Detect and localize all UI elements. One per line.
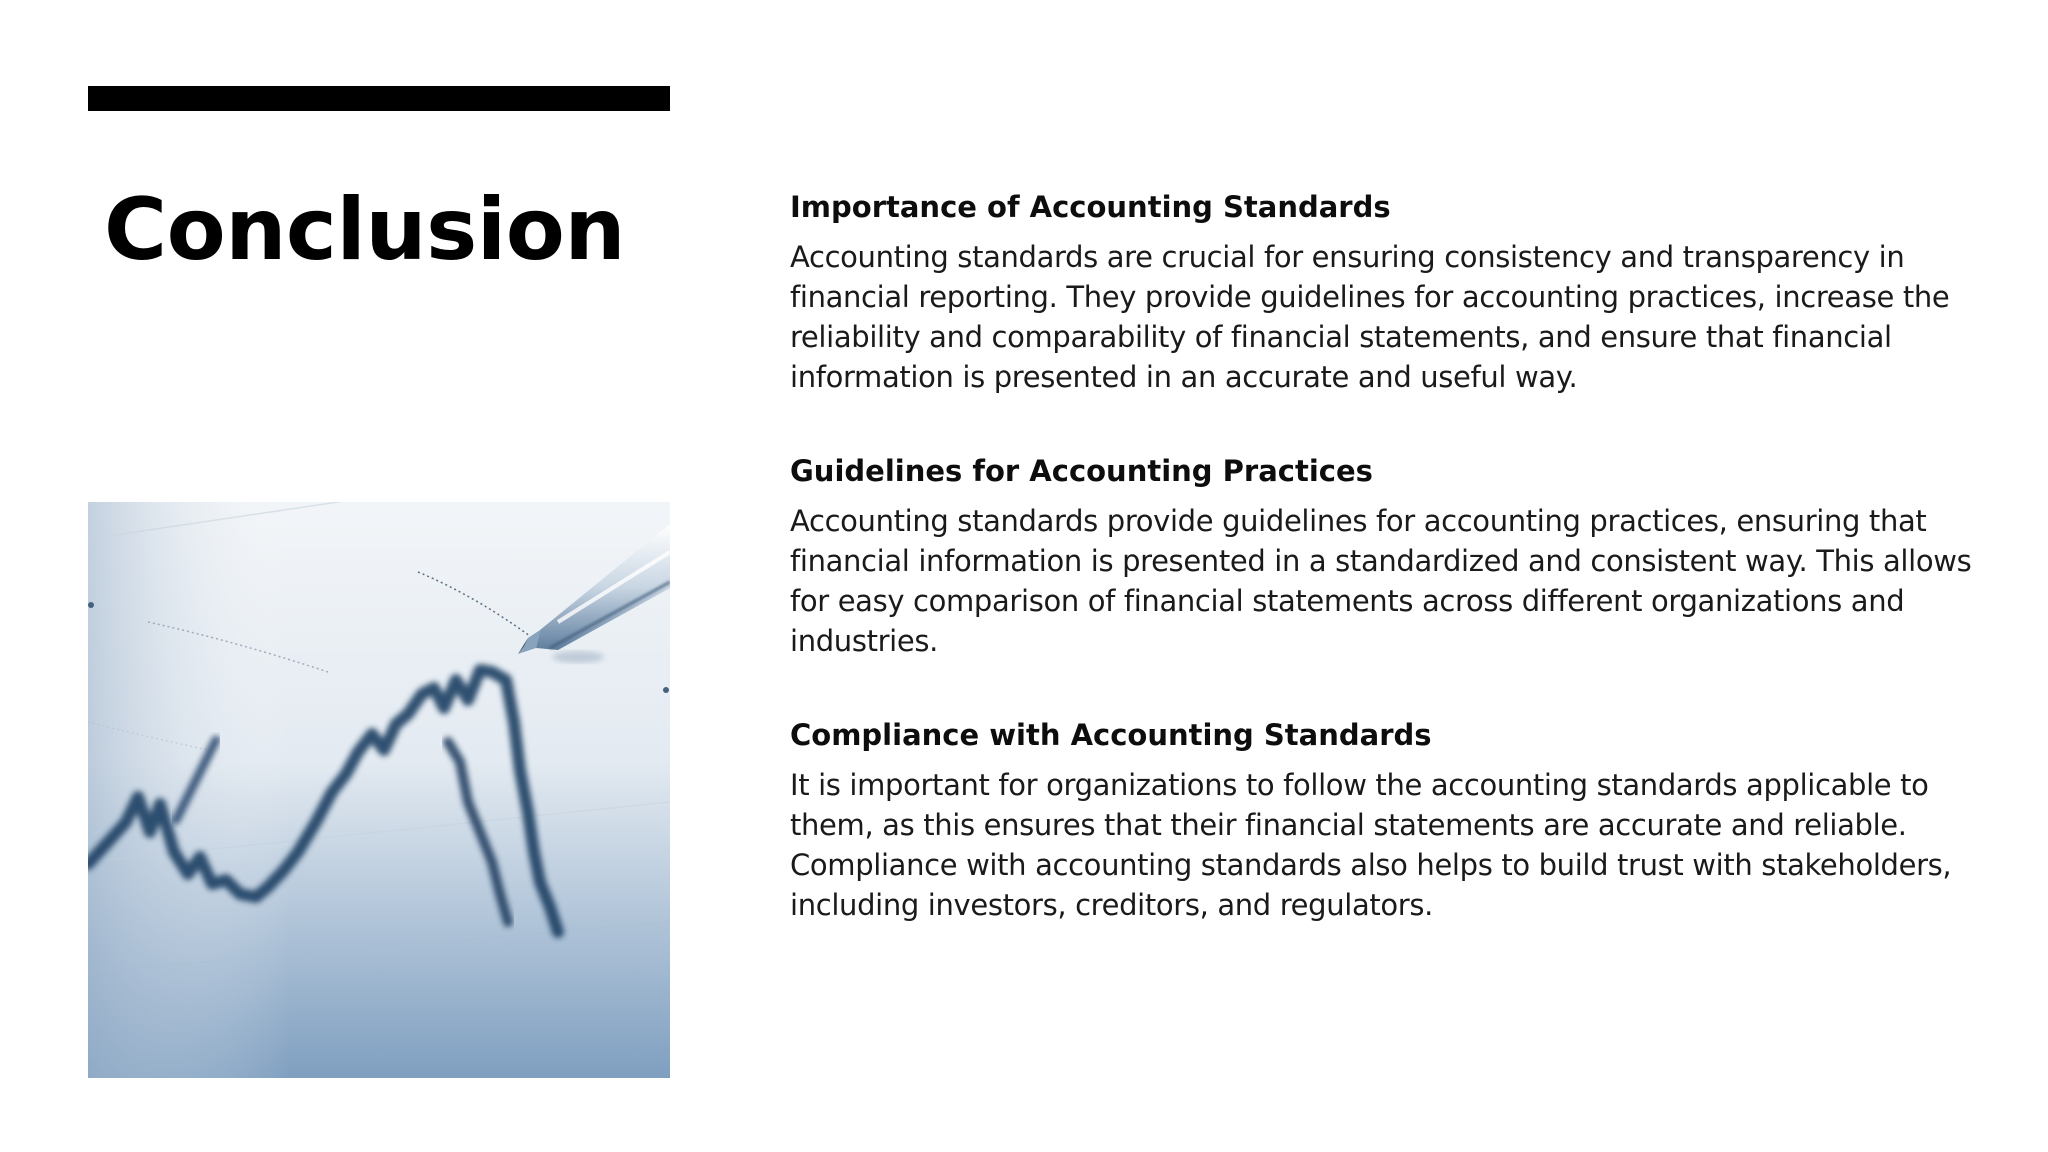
stock-chart-pen-photo bbox=[88, 502, 670, 1078]
section-heading: Guidelines for Accounting Practices bbox=[790, 454, 1373, 488]
section-heading: Importance of Accounting Standards bbox=[790, 190, 1391, 224]
slide-title: Conclusion bbox=[104, 180, 626, 280]
section-compliance bbox=[790, 714, 1990, 925]
section-guidelines bbox=[790, 450, 1990, 661]
section-body: Accounting standards provide guidelines for accounting practices, ensuring that financial information is presented in a standardized and consistent way. This allows for easy comparison of financial statements across different organizations and industries. bbox=[790, 504, 1972, 658]
accent-bar bbox=[88, 86, 670, 111]
conclusion-content bbox=[790, 186, 1990, 978]
section-body: Accounting standards are crucial for ensuring consistency and transparency in financial reporting. They provide guidelines for accounting practices, increase the reliability and comparability of financial statements, and ensure that financial information is presented in an accurate and useful way. bbox=[790, 240, 1950, 394]
section-heading: Compliance with Accounting Standards bbox=[790, 718, 1432, 752]
stock-chart-pen-image bbox=[88, 502, 670, 1078]
section-importance bbox=[790, 186, 1990, 397]
section-body: It is important for organizations to follow the accounting standards applicable to them, as this ensures that their financial statements are accurate and reliable. Compliance with accounting standards also helps to build trust with stakeholders, including investors, creditors, and regulators. bbox=[790, 768, 1952, 922]
